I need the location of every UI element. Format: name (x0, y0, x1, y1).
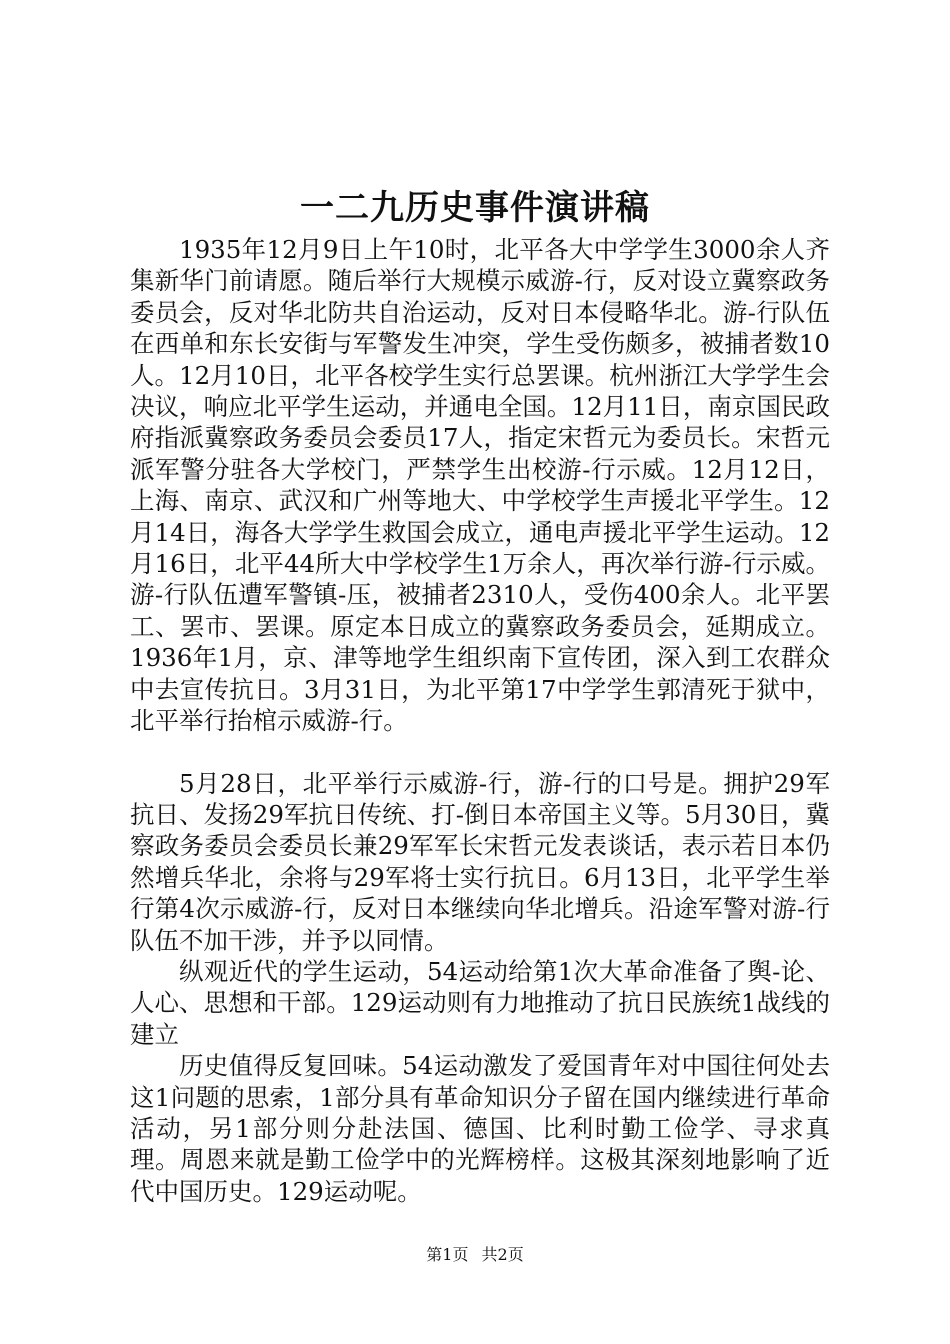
page-number: 第1页 (426, 1245, 469, 1264)
paragraph-3: 纵观近代的学生运动，54运动给第1次大革命准备了舆-论、人心、思想和干部。129运动则有力地推动了抗日民族统1战线的建立 (130, 956, 830, 1049)
paragraph-4: 历史值得反复回味。54运动激发了爱国青年对中国往何处去这1问题的思索，1部分具有革命知识分子留在国内继续进行革命活动，另1部分则分赴法国、德国、比利时勤工俭学、寻求真理。周恩来就是勤工俭学中的光辉榜样。这极其深刻地影响了近代中国历史。129运动呢。 (130, 1051, 830, 1206)
paragraph-2: 5月28日，北平举行示威游-行，游-行的口号是。拥护29军抗日、发扬29军抗日传统、打-倒日本帝国主义等。5月30日，冀察政务委员会委员长兼29军军长宋哲元发表谈话，表示若日本仍然增兵华北，余将与29军将士实行抗日。6月13日，北平学生举行第4次示威游-行，反对日本继续向华北增兵。沿途军警对游-行队伍不加干涉，并予以同情。 (130, 768, 830, 955)
page-footer (0, 1244, 950, 1266)
page-total: 共2页 (481, 1245, 524, 1264)
document-body (130, 234, 830, 1207)
paragraph-1: 1935年12月9日上午10时，北平各大中学学生3000余人齐集新华门前请愿。随后举行大规模示威游-行，反对设立冀察政务委员会，反对华北防共自治运动，反对日本侵略华北。游-行队伍在西单和东长安街与军警发生冲突，学生受伤颇多，被捕者数10人。12月10日，北平各校学生实行总罢课。杭州浙江大学学生会决议，响应北平学生运动，并通电全国。12月11日，南京国民政府指派冀察政务委员会委员17人，指定宋哲元为委员长。宋哲元派军警分驻各大学校门，严禁学生出校游-行示威。12月12日，上海、南京、武汉和广州等地大、中学校学生声援北平学生。12月14日，海各大学学生救国会成立，通电声援北平学生运动。12月16日，北平44所大中学校学生1万余人，再次举行游-行示威。游-行队伍遭军警镇-压，被捕者2310人，受伤400余人。北平罢工、罢市、罢课。原定本日成立的冀察政务委员会，延期成立。1936年1月，京、津等地学生组织南下宣传团，深入到工农群众中去宣传抗日。3月31日，为北平第17中学学生郭清死于狱中，北平举行抬棺示威游-行。 (130, 235, 830, 736)
document-title: 一二九历史事件演讲稿 (300, 188, 650, 228)
